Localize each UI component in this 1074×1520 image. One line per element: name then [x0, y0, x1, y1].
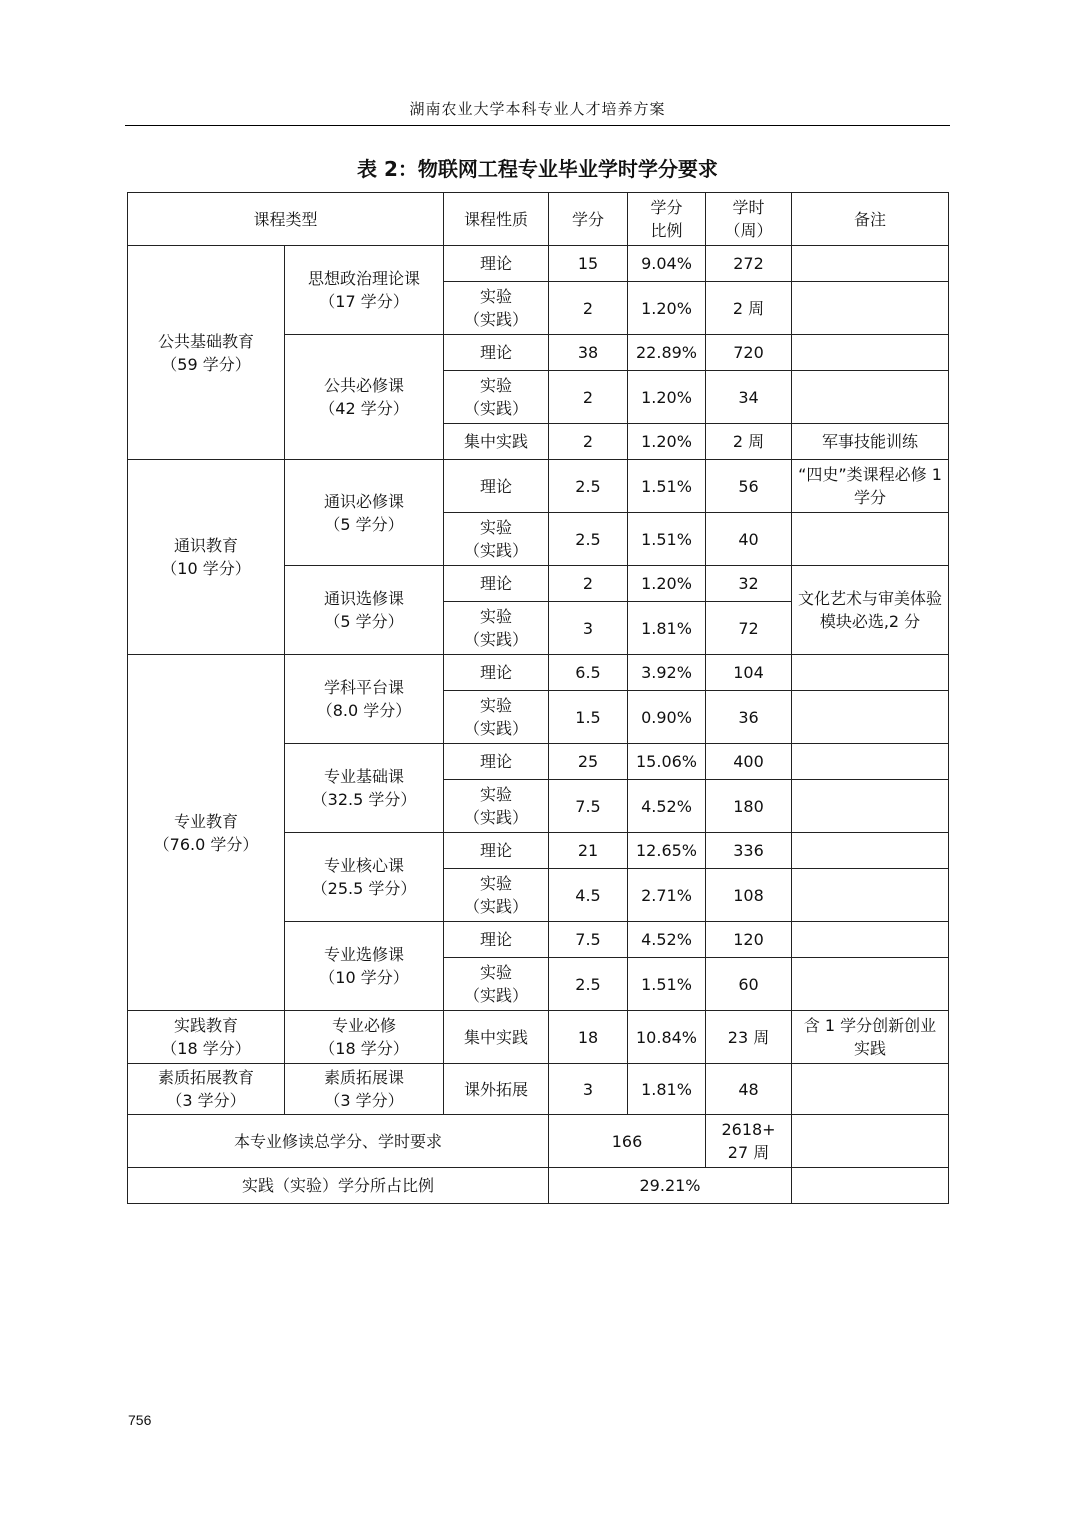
remark-cell: [792, 691, 949, 744]
remark-cell: 军事技能训练: [792, 424, 949, 460]
nature-cell: 理论: [444, 246, 549, 282]
remark-cell: [792, 246, 949, 282]
credit-requirements-table: [127, 192, 949, 1204]
ratio-cell: 22.89%: [628, 335, 706, 371]
category-cell: 公共基础教育 （59 学分）: [128, 246, 285, 460]
hours-cell: 120: [706, 922, 792, 958]
subcategory-cell: 通识必修课 （5 学分）: [285, 460, 444, 566]
ratio-cell: 1.20%: [628, 371, 706, 424]
hours-cell: 180: [706, 780, 792, 833]
nature-cell: 理论: [444, 833, 549, 869]
practice-ratio-remark: [792, 1168, 949, 1204]
header-ratio: 学分 比例: [628, 193, 706, 246]
credits-cell: 2.5: [549, 513, 628, 566]
ratio-cell: 3.92%: [628, 655, 706, 691]
credits-cell: 25: [549, 744, 628, 780]
nature-cell: 实验 （实践）: [444, 869, 549, 922]
credits-cell: 3: [549, 602, 628, 655]
nature-cell: 实验 （实践）: [444, 780, 549, 833]
ratio-cell: 2.71%: [628, 869, 706, 922]
hours-cell: 34: [706, 371, 792, 424]
credits-cell: 15: [549, 246, 628, 282]
table-row: [128, 460, 949, 513]
total-remark: [792, 1115, 949, 1168]
ratio-cell: 4.52%: [628, 922, 706, 958]
nature-cell: 集中实践: [444, 1011, 549, 1064]
header-course-type: 课程类型: [128, 193, 444, 246]
practice-ratio-label: 实践（实验）学分所占比例: [128, 1168, 549, 1204]
credits-cell: 2: [549, 566, 628, 602]
remark-cell: [792, 833, 949, 869]
subcategory-cell: 通识选修课 （5 学分）: [285, 566, 444, 655]
table-row: [128, 1064, 949, 1115]
remark-cell: [792, 744, 949, 780]
table-title: 表 2：物联网工程专业毕业学时学分要求: [357, 157, 718, 181]
nature-cell: 理论: [444, 655, 549, 691]
table-body: [128, 246, 949, 1115]
remark-cell: [792, 371, 949, 424]
credits-cell: 21: [549, 833, 628, 869]
category-cell: 素质拓展教育 （3 学分）: [128, 1064, 285, 1115]
remark-cell: [792, 958, 949, 1011]
subcategory-cell: 思想政治理论课 （17 学分）: [285, 246, 444, 335]
hours-cell: 2 周: [706, 282, 792, 335]
ratio-cell: 1.51%: [628, 460, 706, 513]
ratio-cell: 12.65%: [628, 833, 706, 869]
ratio-cell: 1.51%: [628, 513, 706, 566]
nature-cell: 理论: [444, 566, 549, 602]
nature-cell: 理论: [444, 744, 549, 780]
category-cell: 专业教育 （76.0 学分）: [128, 655, 285, 1011]
table-header: [128, 193, 949, 246]
subcategory-cell: 专业核心课 （25.5 学分）: [285, 833, 444, 922]
remark-cell: [792, 513, 949, 566]
hours-cell: 400: [706, 744, 792, 780]
remark-cell: [792, 655, 949, 691]
remark-cell: [792, 869, 949, 922]
subcategory-cell: 学科平台课 （8.0 学分）: [285, 655, 444, 744]
total-credits: 166: [549, 1115, 706, 1168]
credits-cell: 2.5: [549, 460, 628, 513]
ratio-cell: 4.52%: [628, 780, 706, 833]
remark-cell: [792, 922, 949, 958]
hours-cell: 48: [706, 1064, 792, 1115]
subcategory-cell: 公共必修课 （42 学分）: [285, 335, 444, 460]
nature-cell: 实验 （实践）: [444, 371, 549, 424]
remark-cell: 文化艺术与审美体验模块必选,2 分: [792, 566, 949, 655]
credits-cell: 2: [549, 282, 628, 335]
hours-cell: 72: [706, 602, 792, 655]
hours-cell: 720: [706, 335, 792, 371]
practice-ratio-value: 29.21%: [549, 1168, 792, 1204]
credits-cell: 2: [549, 424, 628, 460]
credits-cell: 18: [549, 1011, 628, 1064]
hours-cell: 2 周: [706, 424, 792, 460]
hours-cell: 104: [706, 655, 792, 691]
table-row: [128, 1011, 949, 1064]
nature-cell: 理论: [444, 460, 549, 513]
ratio-cell: 10.84%: [628, 1011, 706, 1064]
nature-cell: 实验 （实践）: [444, 513, 549, 566]
credits-cell: 2: [549, 371, 628, 424]
category-cell: 通识教育 （10 学分）: [128, 460, 285, 655]
header-credits: 学分: [549, 193, 628, 246]
remark-cell: [792, 780, 949, 833]
credits-cell: 4.5: [549, 869, 628, 922]
header-hours: 学时 （周）: [706, 193, 792, 246]
ratio-cell: 15.06%: [628, 744, 706, 780]
running-header: 湖南农业大学本科专业人才培养方案: [125, 98, 950, 126]
remark-cell: “四史”类课程必修 1 学分: [792, 460, 949, 513]
nature-cell: 实验 （实践）: [444, 691, 549, 744]
subcategory-cell: 素质拓展课 （3 学分）: [285, 1064, 444, 1115]
hours-cell: 336: [706, 833, 792, 869]
subcategory-cell: 专业选修课 （10 学分）: [285, 922, 444, 1011]
nature-cell: 理论: [444, 335, 549, 371]
remark-cell: [792, 282, 949, 335]
nature-cell: 集中实践: [444, 424, 549, 460]
total-hours: 2618+ 27 周: [706, 1115, 792, 1168]
category-cell: 实践教育 （18 学分）: [128, 1011, 285, 1064]
header-nature: 课程性质: [444, 193, 549, 246]
total-requirement-label: 本专业修读总学分、学时要求: [128, 1115, 549, 1168]
ratio-cell: 1.20%: [628, 282, 706, 335]
page-number: 756: [128, 1412, 152, 1428]
header-remarks: 备注: [792, 193, 949, 246]
credits-cell: 2.5: [549, 958, 628, 1011]
ratio-cell: 1.81%: [628, 602, 706, 655]
hours-cell: 23 周: [706, 1011, 792, 1064]
hours-cell: 36: [706, 691, 792, 744]
nature-cell: 理论: [444, 922, 549, 958]
nature-cell: 实验 （实践）: [444, 282, 549, 335]
credits-cell: 38: [549, 335, 628, 371]
subcategory-cell: 专业必修 （18 学分）: [285, 1011, 444, 1064]
nature-cell: 课外拓展: [444, 1064, 549, 1115]
ratio-cell: 1.81%: [628, 1064, 706, 1115]
hours-cell: 32: [706, 566, 792, 602]
ratio-cell: 0.90%: [628, 691, 706, 744]
ratio-cell: 1.51%: [628, 958, 706, 1011]
remark-cell: [792, 335, 949, 371]
hours-cell: 56: [706, 460, 792, 513]
subcategory-cell: 专业基础课 （32.5 学分）: [285, 744, 444, 833]
hours-cell: 272: [706, 246, 792, 282]
remark-cell: 含 1 学分创新创业实践: [792, 1011, 949, 1064]
nature-cell: 实验 （实践）: [444, 958, 549, 1011]
hours-cell: 108: [706, 869, 792, 922]
ratio-cell: 1.20%: [628, 566, 706, 602]
table-row: [128, 246, 949, 282]
credits-cell: 6.5: [549, 655, 628, 691]
credits-cell: 3: [549, 1064, 628, 1115]
ratio-cell: 9.04%: [628, 246, 706, 282]
credits-cell: 7.5: [549, 922, 628, 958]
hours-cell: 40: [706, 513, 792, 566]
nature-cell: 实验 （实践）: [444, 602, 549, 655]
ratio-cell: 1.20%: [628, 424, 706, 460]
credits-cell: 1.5: [549, 691, 628, 744]
credits-cell: 7.5: [549, 780, 628, 833]
table-row: [128, 655, 949, 691]
table-summary: [128, 1115, 949, 1204]
hours-cell: 60: [706, 958, 792, 1011]
remark-cell: [792, 1064, 949, 1115]
